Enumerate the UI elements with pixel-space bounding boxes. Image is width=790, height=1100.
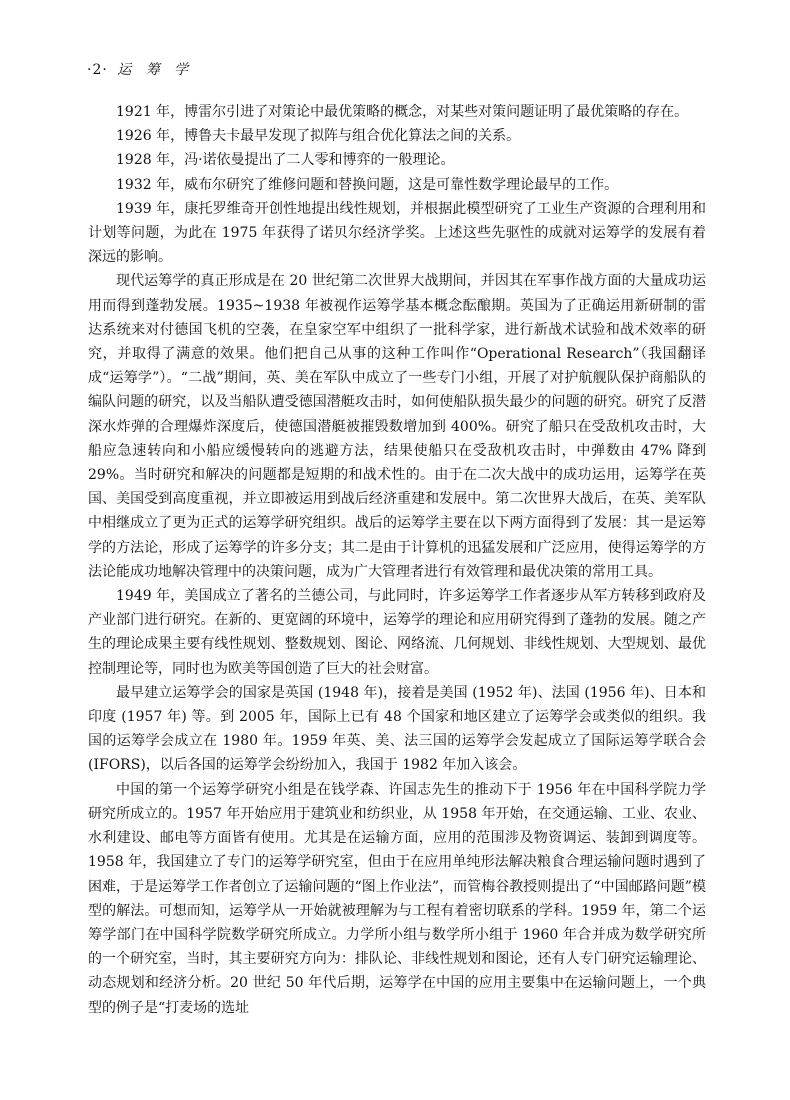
- body-text: [88, 100, 706, 1020]
- paragraph-1949: 1949 年，美国成立了著名的兰德公司，与此同时，许多运筹学工作者逐步从军方转移到政府及产业部门进行研究。在新的、更宽阔的环境中，运筹学的理论和应用研究得到了蓬勃的发展。随之产生的理论成果主要有线性规划、整数规划、图论、网络流、几何规划、非线性规划、大型规划、最优控制理论等，同时也为欧美等国创造了巨大的社会财富。: [88, 588, 706, 677]
- paragraph-1921: 1921 年，博雷尔引进了对策论中最优策略的概念，对某些对策问题证明了最优策略的存在。: [116, 104, 689, 120]
- paragraph-1932: 1932 年，威布尔研究了维修问题和替换问题，这是可靠性数学理论最早的工作。: [116, 176, 619, 193]
- paragraph-1926: 1926 年，博鲁夫卡最早发现了拟阵与组合优化算法之间的关系。: [116, 128, 521, 145]
- page-number: ·2·: [87, 62, 108, 78]
- paragraph-societies: 最早建立运筹学会的国家是英国 (1948 年)，接着是美国 (1952 年)、法国 (1956 年)、日本和印度 (1957 年) 等。到 2005 年，国际上已有 48 个国家和地区建立了运筹学会或类似的组织。我国的运筹学会成立在 1980 年。1959 年英、美、法三国的运筹学会发起成立了国际运筹学联合会 (IFORS)，以后各国的运筹学会纷纷加入，我国于 1982 年加入该会。: [88, 684, 706, 774]
- paragraph-china: 中国的第一个运筹学研究小组是在钱学森、许国志先生的推动下于 1956 年在中国科学院力学研究所成立的。1957 年开始应用于建筑业和纺织业，从 1958 年开始，在交通运输、工业、农业、水利建设、邮电等方面皆有使用。尤其是在运输方面，应用的范围涉及物资调运、装卸到调度等。1958 年，我国建立了专门的运筹学研究室，但由于在应用单纯形法解决粮食合理运输问题时遇到了困难，于是运筹学工作者创立了运输问题的“图上作业法”，而管梅谷教授则提出了“中国邮路问题”模型的解法。可想而知，运筹学从一开始就被理解为与工程有着密切联系的学科。1959 年，第二个运筹学部门在中国科学院数学研究所成立。力学所小组与数学所小组于 1960 年合并成为数学研究所的一个研究室，当时，其主要研究方向为：排队论、非线性规划和图论，还有人专门研究运输理论、动态规划和经济分析。20 世纪 50 年代后期，运筹学在中国的应用主要集中在运输问题上，一个典型的例子是“打麦场的选址: [88, 781, 706, 1016]
- paragraph-1928: 1928 年，冯·诺依曼提出了二人零和博弈的一般理论。: [116, 152, 455, 169]
- running-head: [87, 60, 193, 80]
- paragraph-modern-or: 现代运筹学的真正形成是在 20 世纪第二次世界大战期间，并因其在军事作战方面的大量成功运用而得到蓬勃发展。1935~1938 年被视作运筹学基本概念酝酿期。英国为了正确运用新研制的雷达系统来对付德国飞机的空袭，在皇家空军中组织了一批科学家，进行新战术试验和战术效率的研究，并取得了满意的效果。他们把自己从事的这种工作叫作“Operational Research”（我国翻译成“运筹学”）。“二战”期间，英、美在军队中成立了一些专门小组，开展了对护航舰队保护商船队的编队问题的研究，以及当船队遭受德国潜艇攻击时，如何使船队损失最少的问题的研究。研究了反潜深水炸弹的合理爆炸深度后，使德国潜艇被摧毁数增加到 400%。研究了船只在受敌机攻击时，大船应急速转向和小船应缓慢转向的逃避方法，结果使船只在受敌机攻击时，中弹数由 47% 降到 29%。当时研究和解决的问题都是短期的和战术性的。由于在二次大战中的成功运用，运筹学在英国、美国受到高度重视，并立即被运用到战后经济重建和发展中。第二次世界大战后，在英、美军队中相继成立了更为正式的运筹学研究组织。战后的运筹学主要在以下两方面得到了发展：其一是运筹学的方法论，形成了运筹学的许多分支；其二是由于计算机的迅猛发展和广泛应用，使得运筹学的方法论能成功地解决管理中的决策问题，成为广大管理者进行有效管理和最优决策的常用工具。: [88, 273, 706, 580]
- book-title: 运 筹 学: [117, 62, 194, 78]
- paragraph-1939: 1939 年，康托罗维奇开创性地提出线性规划，并根据此模型研究了工业生产资源的合理利用和计划等问题，为此在 1975 年获得了诺贝尔经济学奖。上述这些先驱性的成就对运筹学的发展有着深远的影响。: [88, 200, 706, 266]
